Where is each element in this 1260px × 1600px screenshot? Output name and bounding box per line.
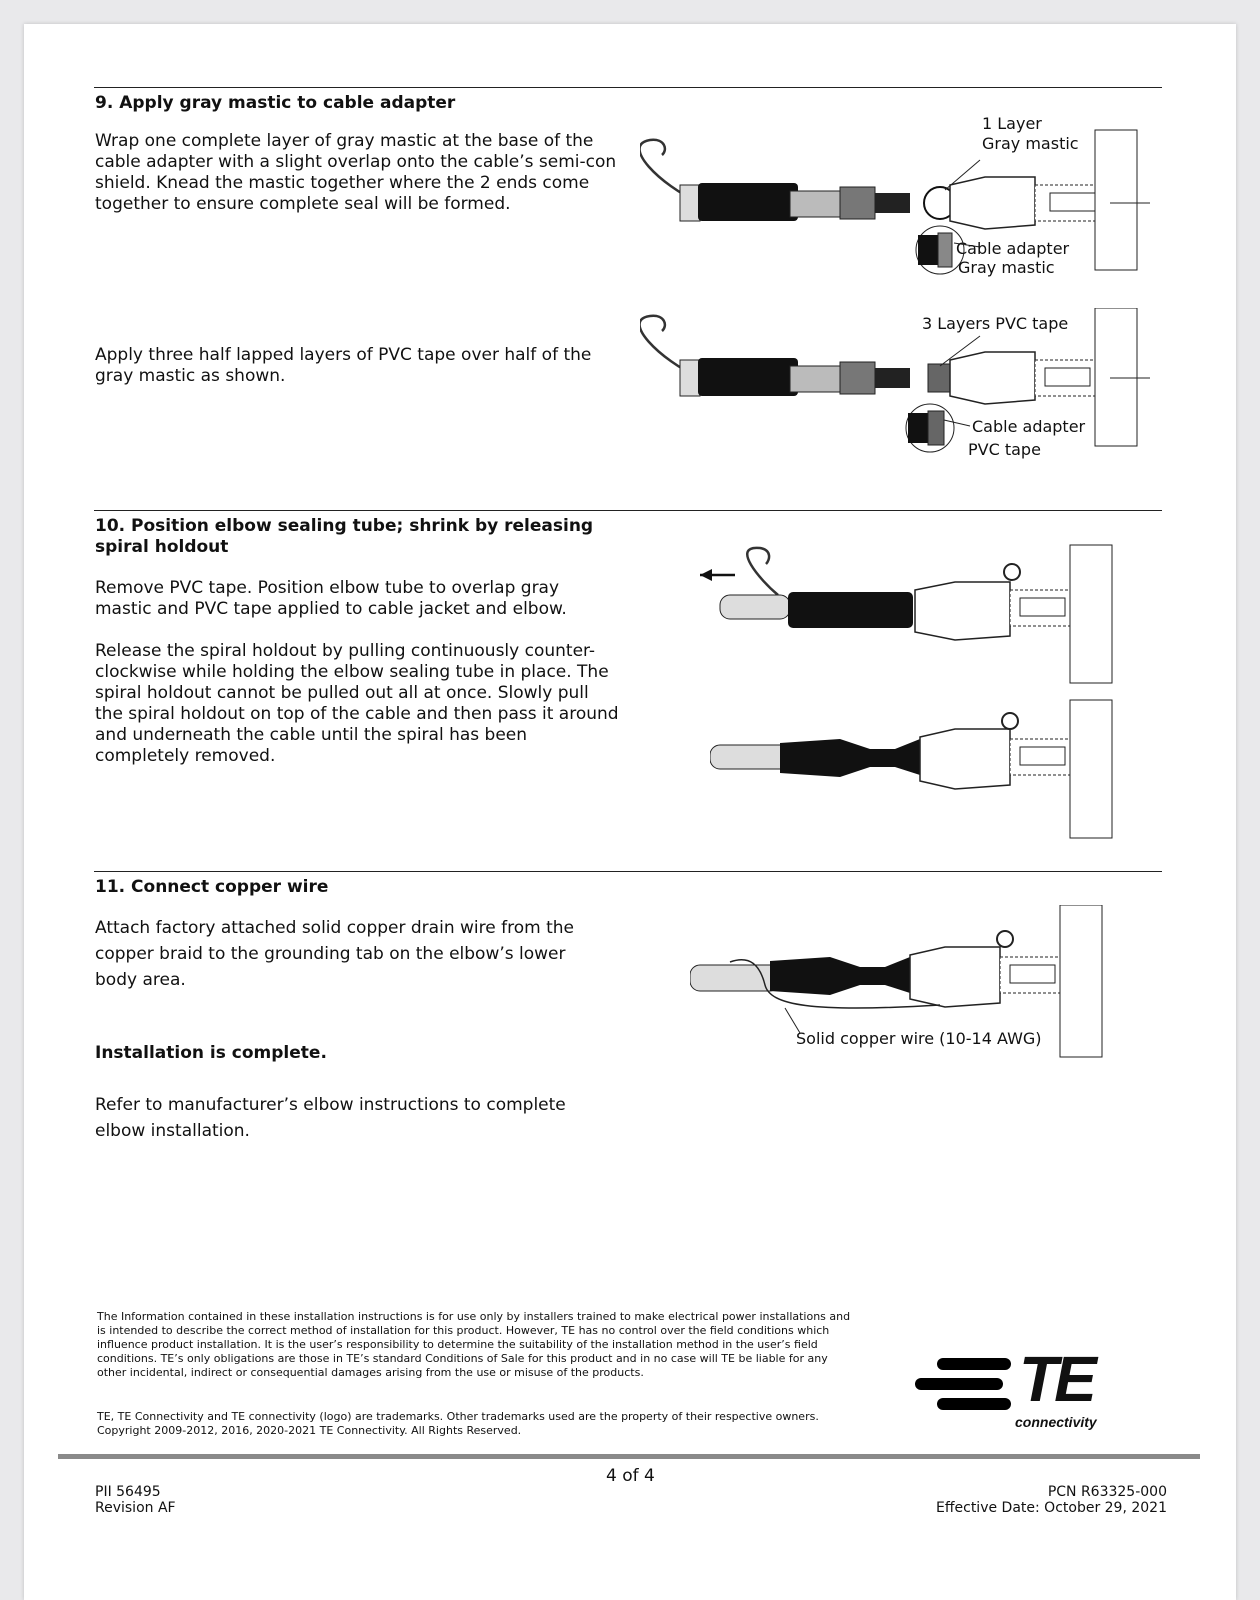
label-cable-adapter: Cable adapter — [956, 239, 1070, 258]
footer-bar — [58, 1454, 1200, 1459]
page-number: 4 of 4 — [606, 1466, 655, 1486]
gray-mastic-diagram — [640, 125, 1170, 285]
label-gray-mastic-bottom: Gray mastic — [958, 258, 1055, 277]
section-divider — [94, 871, 1162, 872]
label-solid-copper-wire: Solid copper wire (10-14 AWG) — [796, 1029, 1042, 1048]
installation-complete: Installation is complete. — [95, 1043, 327, 1063]
label-pvc-tape: PVC tape — [968, 440, 1041, 459]
step-11-paragraph-2: Refer to manufacturer’s elbow instructions to complete elbow installation. — [95, 1095, 566, 1141]
step-10-title: 10. Position elbow sealing tube; shrink by releasing spiral holdout — [95, 516, 594, 557]
trademark-text: TE, TE Connectivity and TE connectivity (logo) are trademarks. Other trademarks used are the property of their respective owners. Copyright 2009-2012, 2016, 2020-2021 TE Connectivity. All Rights Reserved. — [97, 1410, 819, 1437]
label-cable-adapter-2: Cable adapter — [972, 417, 1086, 436]
te-logo-subtext: connectivity — [1015, 1414, 1097, 1430]
section-divider — [94, 510, 1162, 511]
sealing-tube-diagram-1 — [700, 540, 1140, 685]
te-logo — [915, 1343, 1135, 1440]
sealing-tube-diagram-2 — [710, 695, 1140, 845]
revision: Revision AF — [95, 1500, 176, 1516]
te-logo-icon — [915, 1356, 1015, 1416]
step-9-title: 9. Apply gray mastic to cable adapter — [95, 93, 456, 113]
document-id: PII 56495 — [95, 1484, 161, 1500]
label-1-layer: 1 Layer — [982, 114, 1042, 133]
step-9-paragraph-2: Apply three half lapped layers of PVC tape over half of the gray mastic as shown. — [95, 345, 592, 386]
step-10-paragraph-2: Release the spiral holdout by pulling continuously counter-clockwise while holding the elbow sealing tube in place. The spiral holdout cannot be pulled out all at once. Slowly pull the spiral holdout on top of the cable and then pass it around and underneath the cable until the spiral has been completely removed. — [95, 641, 619, 766]
step-11-paragraph-1: Attach factory attached solid copper drain wire from the copper braid to the grounding tab on the elbow’s lower body area. — [95, 918, 574, 990]
pvc-tape-diagram — [640, 308, 1170, 463]
section-divider — [94, 87, 1162, 88]
disclaimer-text: The Information contained in these installation instructions is for use only by installers trained to make electrical power installations and is intended to describe the correct method of installation for this product. However, TE has no control over the field conditions which influence product installation. It is the user’s responsibility to determine the suitability of the installation method in the user’s field conditions. TE’s only obligations are those in TE’s standard Conditions of Sale for this product and in no case will TE be liable for any other incidental, indirect or consequential damages arising from the use or misuse of the products. — [97, 1310, 851, 1379]
pcn-number: PCN R63325-000 — [1047, 1484, 1167, 1500]
label-gray-mastic-top: Gray mastic — [982, 134, 1079, 153]
step-11-title: 11. Connect copper wire — [95, 877, 329, 897]
effective-date: Effective Date: October 29, 2021 — [936, 1500, 1167, 1516]
step-9-paragraph-1: Wrap one complete layer of gray mastic at the base of the cable adapter with a slight overlap onto the cable’s semi-con shield. Knead the mastic together where the 2 ends come together to ensure complete seal will be formed. — [95, 131, 617, 214]
te-logo-text: TE — [1019, 1343, 1093, 1415]
label-3-layers-pvc: 3 Layers PVC tape — [922, 314, 1069, 333]
step-10-paragraph-1: Remove PVC tape. Position elbow tube to overlap gray mastic and PVC tape applied to cable jacket and elbow. — [95, 578, 567, 619]
